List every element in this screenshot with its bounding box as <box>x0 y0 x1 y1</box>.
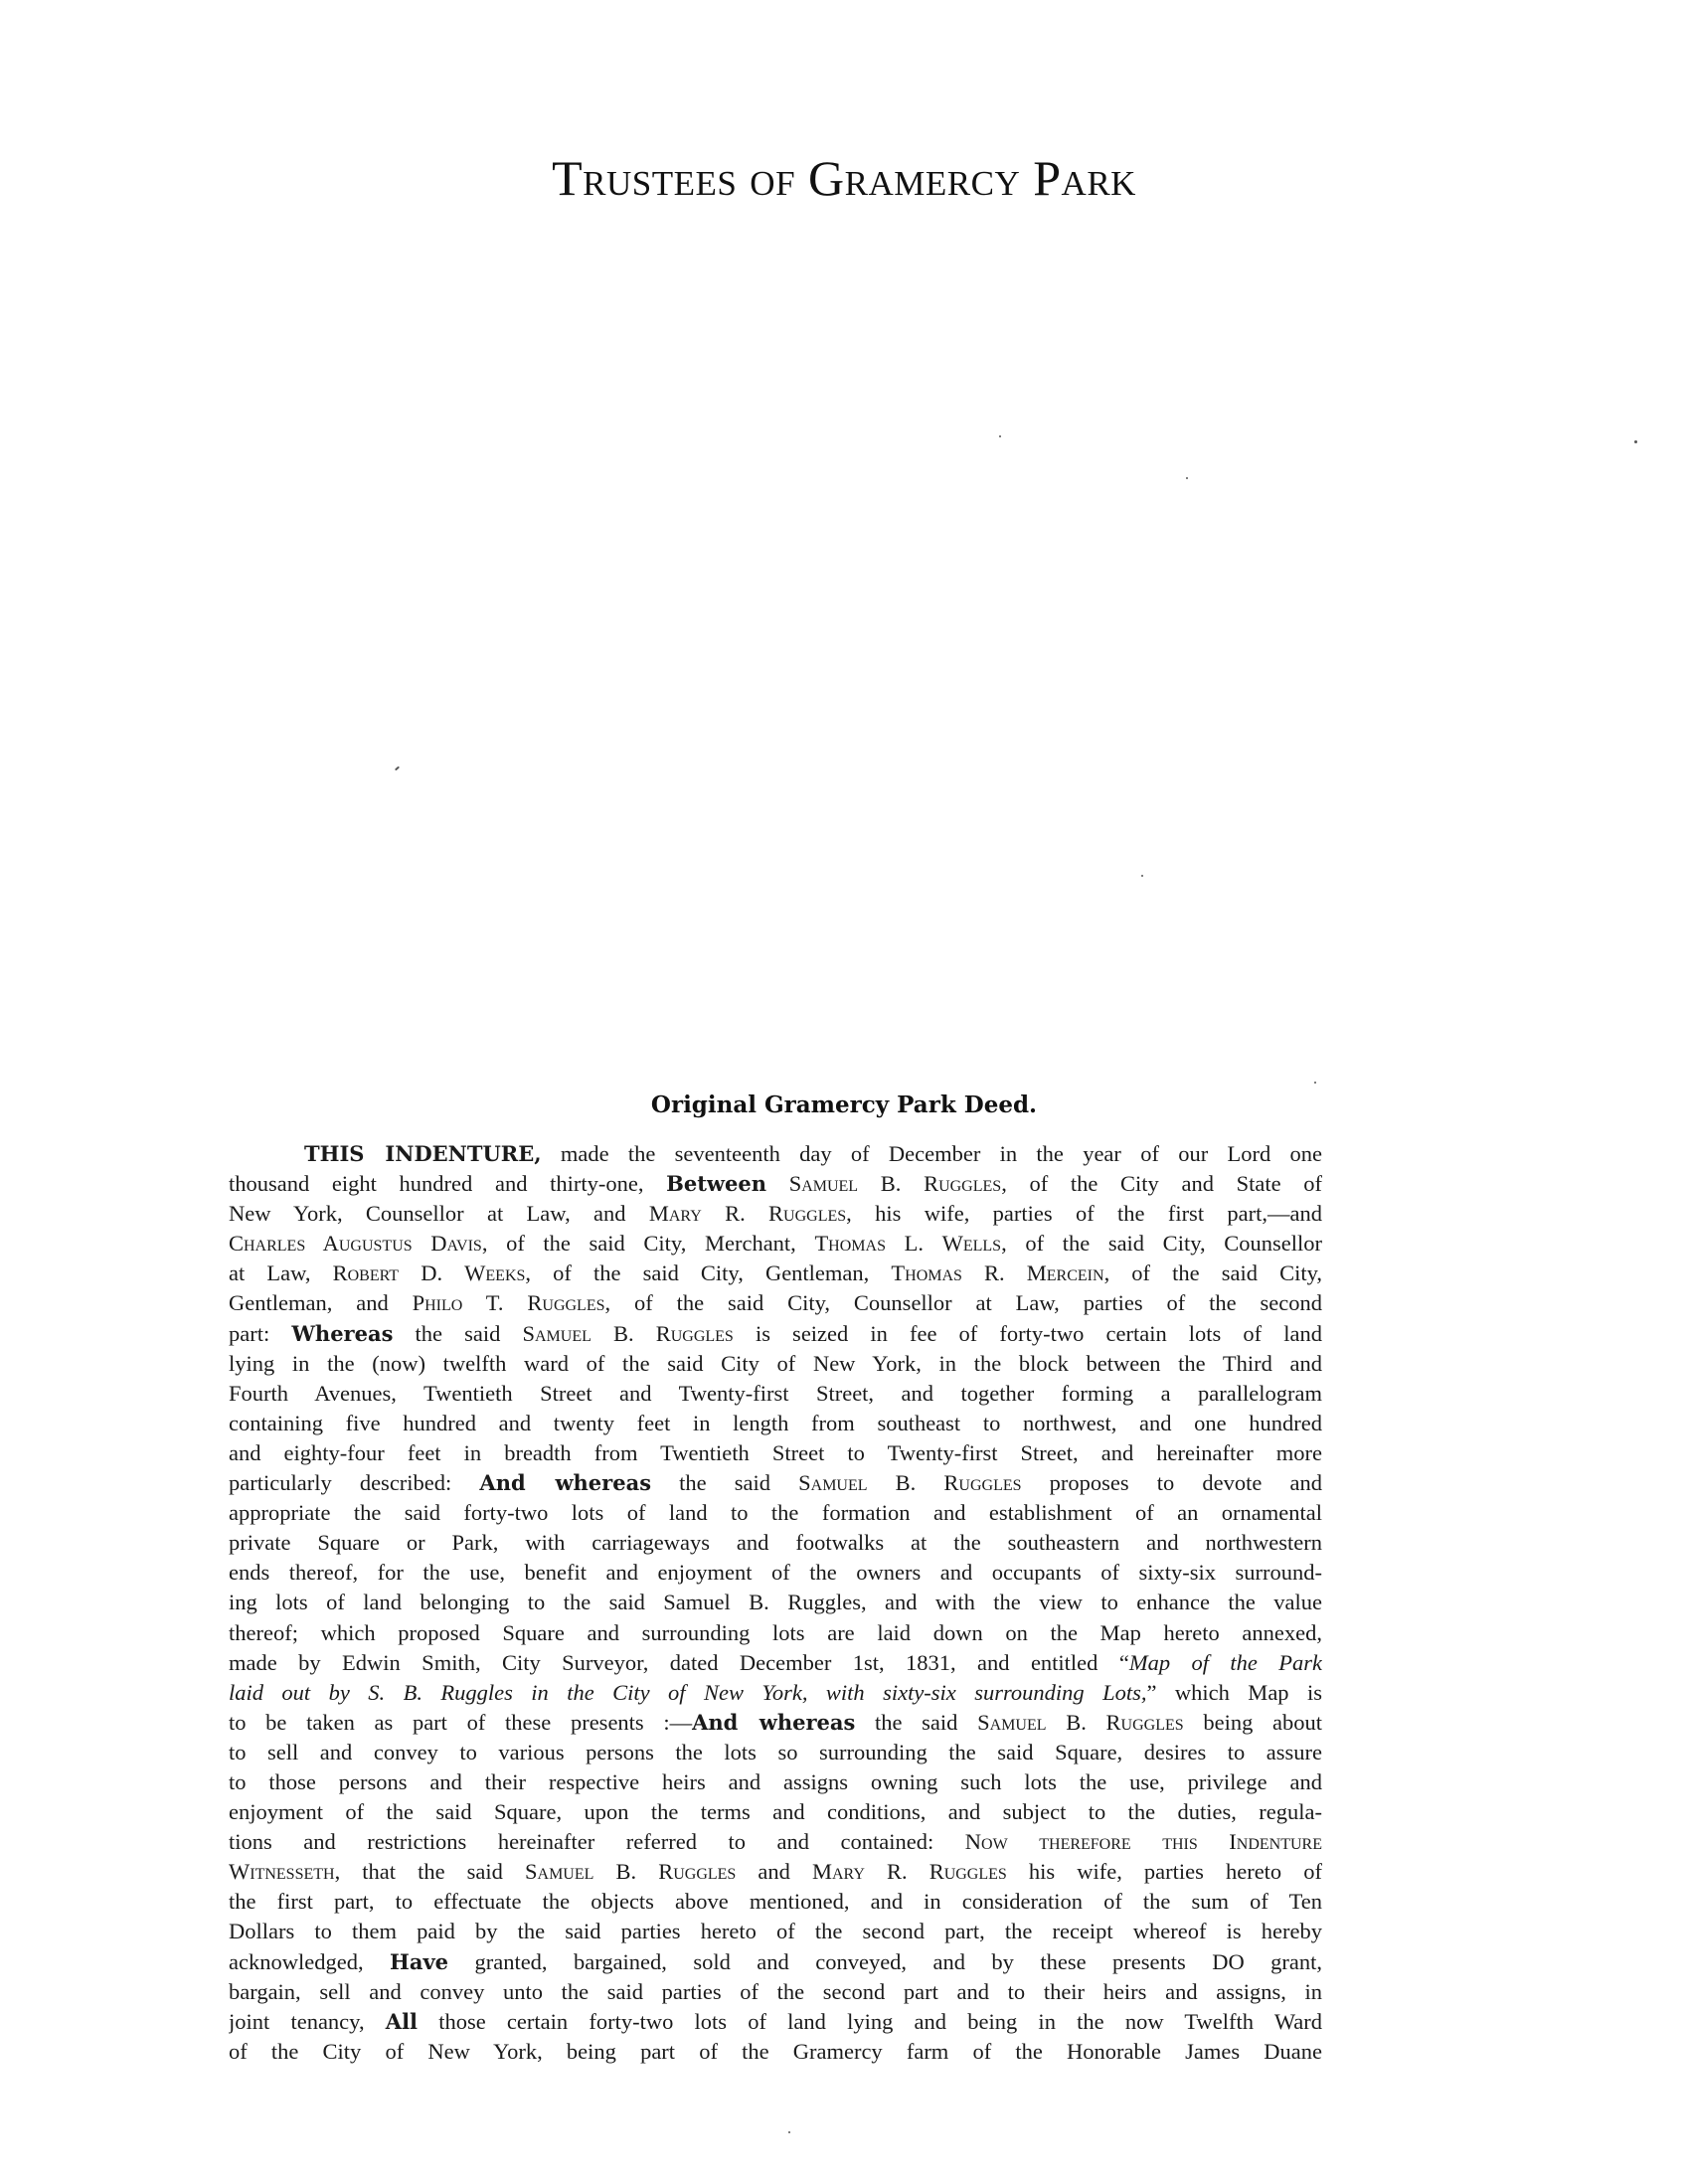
deed-text: and eighty-four feet in breadth from Twentieth Street to Twenty-first Street, and hereinafter more <box>229 1439 1322 1465</box>
deed-line <box>229 1618 1322 1648</box>
deed-text: Gentleman, and <box>229 1290 413 1316</box>
deed-text: enjoyment of the said Square, upon the terms and conditions, and subject to the duties, regula- <box>229 1799 1322 1825</box>
deed-name: Charles Augustus Davis <box>229 1231 482 1257</box>
deed-text: particularly described: <box>229 1470 480 1496</box>
deed-line <box>229 1558 1322 1588</box>
deed-text: the said <box>855 1709 978 1735</box>
deed-text: B. <box>858 1171 925 1197</box>
deed-text: bargain, sell and convey unto the said parties of the second part and to their heirs and assigns, in <box>229 1978 1322 2004</box>
deed-name: Ruggles <box>943 1470 1022 1496</box>
scan-speck <box>1186 477 1188 479</box>
deed-text: , of the said City, <box>1103 1260 1322 1286</box>
deed-text: , his wife, parties of the first part,—and <box>846 1201 1322 1227</box>
deed-name: Witnesseth <box>229 1859 335 1885</box>
deed-heading: Original Gramercy Park Deed. <box>650 1092 1038 1118</box>
deed-text: R. <box>864 1859 929 1885</box>
deed-text: proposes to devote and <box>1021 1470 1322 1496</box>
deed-name: Ruggles <box>924 1171 1002 1197</box>
deed-text: B. <box>593 1859 659 1885</box>
deed-name: Now therefore this Indenture <box>964 1829 1322 1855</box>
deed-text: joint tenancy, <box>229 2008 386 2034</box>
scan-speck <box>788 2131 790 2133</box>
deed-text: Fourth Avenues, Twentieth Street and Twenty-first Street, and together forming a parallelogram <box>229 1380 1322 1406</box>
deed-line <box>229 1887 1322 1917</box>
deed-line <box>229 1199 1322 1229</box>
deed-map-title: Map of the Park <box>1128 1649 1322 1675</box>
deed-text: made the seventeenth day of December in the year of our Lord one <box>541 1141 1322 1166</box>
deed-text: the said <box>651 1470 799 1496</box>
deed-line <box>229 1648 1322 1678</box>
deed-text: , of the City and State of <box>1001 1171 1322 1197</box>
scan-speck <box>1314 1082 1316 1084</box>
deed-text <box>766 1171 789 1196</box>
deed-name: Ruggles <box>768 1201 847 1227</box>
scan-speck <box>999 435 1001 437</box>
deed-line <box>229 1498 1322 1528</box>
deed-text: R. <box>961 1260 1027 1286</box>
deed-text: made by Edwin Smith, City Surveyor, dated December 1st, 1831, and entitled “ <box>229 1649 1129 1675</box>
deed-name: Samuel <box>525 1859 594 1885</box>
deed-name: Mary <box>648 1201 702 1227</box>
deed-line <box>229 1857 1322 1887</box>
deed-line <box>229 1438 1322 1468</box>
deed-line <box>229 1379 1322 1409</box>
deed-line <box>229 1947 1322 1977</box>
deed-line <box>229 1409 1322 1438</box>
deed-text: his wife, parties hereto of <box>1006 1859 1322 1885</box>
deed-text: New York, Counsellor at Law, and <box>229 1201 649 1227</box>
deed-name: Ruggles <box>527 1290 605 1316</box>
deed-text: appropriate the said forty-two lots of land to the formation and establishment of an ornamental <box>229 1500 1322 1526</box>
deed-line <box>229 1528 1322 1558</box>
deed-line <box>229 1678 1322 1708</box>
deed-name: Ruggles <box>928 1859 1007 1885</box>
deed-name: Samuel <box>788 1171 859 1197</box>
deed-keyword: Whereas <box>291 1320 394 1346</box>
deed-text: thousand eight hundred and thirty-one, <box>229 1171 667 1197</box>
deed-text: , of the said City, Counsellor <box>1001 1231 1322 1257</box>
deed-line <box>229 1169 1322 1199</box>
deed-line <box>229 1797 1322 1827</box>
deed-keyword: All <box>385 2008 419 2034</box>
scan-speck <box>1141 875 1143 877</box>
deed-line <box>229 1319 1322 1349</box>
deed-text: Dollars to them paid by the said parties hereto of the second part, the receipt whereof is hereby <box>229 1919 1322 1944</box>
deed-line <box>229 1139 1322 1169</box>
deed-text: is seized in fee of forty-two certain lots of land <box>733 1320 1322 1346</box>
deed-line <box>229 2037 1322 2067</box>
deed-text: , of the said City, Merchant, <box>481 1231 815 1257</box>
deed-line <box>229 1288 1322 1318</box>
deed-line <box>229 1708 1322 1738</box>
deed-line <box>229 1229 1322 1259</box>
deed-line <box>229 1588 1322 1617</box>
deed-text: to sell and convey to various persons the lots so surrounding the said Square, desires to assure <box>229 1739 1322 1764</box>
deed-name: Ruggles <box>655 1320 734 1346</box>
deed-text: B. <box>867 1470 944 1496</box>
deed-name: Thomas <box>891 1260 962 1286</box>
deed-name: Samuel <box>798 1470 868 1496</box>
deed-text: R. <box>701 1201 769 1227</box>
deed-text: part: <box>229 1320 292 1346</box>
deed-map-title: laid out by S. B. Ruggles in the City of New York, with sixty-six surrounding Lots, <box>229 1679 1147 1705</box>
deed-keyword: And whereas <box>692 1709 856 1735</box>
deed-line <box>229 1827 1322 1857</box>
deed-name: Samuel <box>522 1320 591 1346</box>
deed-text: D. <box>399 1260 465 1286</box>
deed-name: Ruggles <box>1105 1709 1184 1735</box>
deed-name: Thomas <box>814 1231 886 1257</box>
deed-name: Robert <box>332 1260 400 1286</box>
deed-text: ” which Map is <box>1146 1679 1322 1705</box>
deed-text: thereof; which proposed Square and surrounding lots are laid down on the Map hereto annexed, <box>229 1619 1322 1645</box>
deed-text: L. <box>885 1231 942 1257</box>
deed-text: to those persons and their respective heirs and assigns owning such lots the use, privilege and <box>229 1768 1322 1794</box>
deed-line <box>229 1349 1322 1379</box>
deed-text: the first part, to effectuate the objects above mentioned, and in consideration of the sum of Ten <box>229 1889 1322 1915</box>
deed-line <box>229 1468 1322 1498</box>
deed-name: Wells <box>941 1231 1002 1257</box>
deed-line <box>229 1738 1322 1767</box>
deed-text: acknowledged, <box>229 1948 391 1974</box>
deed-text: ends thereof, for the use, benefit and enjoyment of the owners and occupants of sixty-six surround- <box>229 1560 1322 1586</box>
deed-name: Mary <box>811 1859 865 1885</box>
deed-keyword: And whereas <box>479 1470 652 1496</box>
deed-text: tions and restrictions hereinafter referred to and contained: <box>229 1829 965 1855</box>
deed-name: Mercein <box>1026 1260 1104 1286</box>
deed-line <box>229 1767 1322 1797</box>
deed-text: , of the said City, Gentleman, <box>525 1260 892 1286</box>
deed-text: B. <box>591 1320 656 1346</box>
deed-body <box>229 1139 1322 2067</box>
deed-text: lying in the (now) twelfth ward of the said City of New York, in the block between the Third and <box>229 1350 1322 1376</box>
deed-text: ing lots of land belonging to the said Samuel B. Ruggles, and with the view to enhance the value <box>229 1590 1322 1615</box>
deed-name: Philo <box>412 1290 463 1316</box>
deed-text: of the City of New York, being part of the Gramercy farm of the Honorable James Duane <box>229 2038 1322 2064</box>
deed-line <box>229 1259 1322 1288</box>
deed-text: containing five hundred and twenty feet in length from southeast to northwest, and one hundred <box>229 1410 1322 1435</box>
deed-line <box>229 1917 1322 1946</box>
deed-text: and <box>736 1859 812 1885</box>
deed-text: granted, bargained, sold and conveyed, and by these presents DO grant, <box>448 1948 1322 1974</box>
deed-line <box>229 1977 1322 2007</box>
scan-speck <box>395 766 400 771</box>
deed-keyword: Have <box>390 1948 449 1974</box>
deed-keyword: Between <box>666 1171 767 1197</box>
deed-name: Ruggles <box>658 1859 737 1885</box>
deed-name: Weeks <box>464 1260 526 1286</box>
deed-text: the said <box>393 1320 523 1346</box>
deed-name: Samuel <box>977 1709 1047 1735</box>
deed-text: B. <box>1046 1709 1106 1735</box>
deed-line <box>229 2007 1322 2037</box>
deed-text: those certain forty-two lots of land lying and being in the now Twelfth Ward <box>418 2008 1322 2034</box>
deed-text: T. <box>462 1290 528 1316</box>
page-title: Trustees of Gramercy Park <box>552 150 1136 206</box>
deed-text: , of the said City, Counsellor at Law, parties of the second <box>604 1290 1322 1316</box>
deed-text: to be taken as part of these presents :— <box>229 1709 693 1735</box>
deed-text: at Law, <box>229 1260 333 1286</box>
deed-text: private Square or Park, with carriageways and footwalks at the southeastern and northwestern <box>229 1530 1322 1556</box>
deed-text: being about <box>1183 1709 1322 1735</box>
deed-text: , that the said <box>334 1859 525 1885</box>
deed-keyword: THIS INDENTURE, <box>304 1141 542 1166</box>
scan-speck <box>1634 440 1637 443</box>
